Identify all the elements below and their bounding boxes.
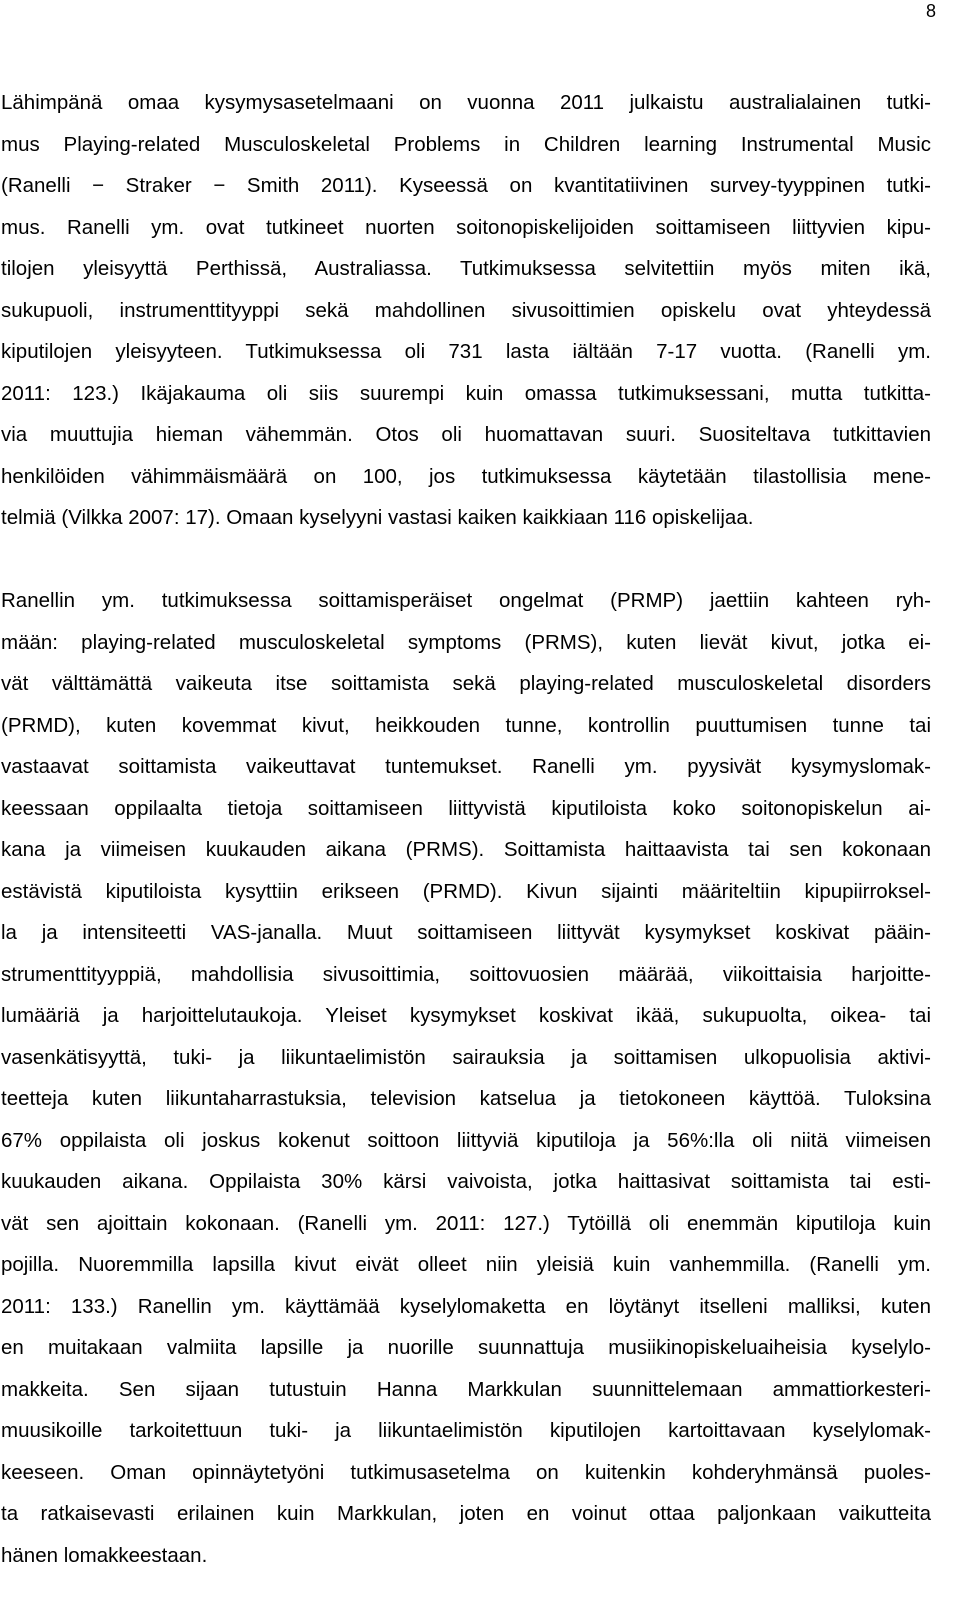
text-line: lumääriä ja harjoittelutaukoja. Yleiset kysymykset koskivat ikää, sukupuolta, oikea- tai [1, 1004, 931, 1027]
text-line: teetteja kuten liikuntaharrastuksia, television katselua ja tietokoneen käyttöä. Tuloksina [1, 1087, 931, 1110]
text-line: 2011: 133.) Ranellin ym. käyttämää kyselylomaketta en löytänyt itselleni malliksi, kuten [1, 1294, 931, 1318]
text-line: (Ranelli − Straker − Smith 2011). Kyseessä on kvantitatiivinen survey-tyyppinen tutki- [1, 174, 931, 197]
text-line: kuukauden aikana. Oppilaista 30% kärsi vaivoista, jotka haittasivat soittamista tai esti- [1, 1170, 931, 1193]
text-line: ta ratkaisevasti erilainen kuin Markkulan, joten en voinut ottaa paljonkaan vaikutteita [1, 1502, 931, 1525]
text-line: vät sen ajoittain kokonaan. (Ranelli ym. 2011: 127.) Tytöillä oli enemmän kiputiloja kuin [1, 1211, 931, 1235]
text-line: strumenttityyppiä, mahdollisia sivusoittimia, soittovuosien määrää, viikoittaisia harjoitte- [1, 962, 931, 986]
text-line: sukupuoli, instrumenttityyppi sekä mahdollinen sivusoittimien opiskelu ovat yhteydessä [1, 298, 931, 322]
text-line: Ranellin ym. tutkimuksessa soittamisperäiset ongelmat (PRMP) jaettiin kahteen ryh- [1, 589, 931, 612]
text-line: kiputilojen yleisyyteen. Tutkimuksessa oli 731 lasta iältään 7-17 vuotta. (Ranelli ym. [1, 340, 931, 363]
document-body [1, 82, 931, 1576]
text-line: mus. Ranelli ym. ovat tutkineet nuorten soitonopiskelijoiden soittamiseen liittyvien kipu- [1, 215, 931, 239]
text-line: henkilöiden vähimmäismäärä on 100, jos tutkimuksessa käytetään tilastollisia mene- [1, 464, 931, 488]
text-line: (PRMD), kuten kovemmat kivut, heikkouden tunne, kontrollin puuttumisen tunne tai [1, 713, 931, 737]
text-line: mus Playing-related Musculoskeletal Problems in Children learning Instrumental Music [1, 132, 931, 156]
text-line: keessaan oppilaalta tietoja soittamiseen liittyvistä kiputiloista koko soitonopiskelun ai- [1, 796, 931, 820]
paragraph-2 [1, 580, 931, 1576]
text-line: 67% oppilaista oli joskus kokenut soittoon liittyviä kiputiloja ja 56%:lla oli niitä viimeisen [1, 1128, 931, 1152]
text-line: tilojen yleisyyttä Perthissä, Australiassa. Tutkimuksessa selvitettiin myös miten ikä, [1, 257, 931, 280]
text-line: vät välttämättä vaikeuta itse soittamista sekä playing-related musculoskeletal disorders [1, 672, 931, 695]
text-line: estävistä kiputiloista kysyttiin erikseen (PRMD). Kivun sijainti määriteltiin kipupiirroksel- [1, 879, 931, 903]
paragraph-spacer [1, 539, 931, 581]
text-line: kana ja viimeisen kuukauden aikana (PRMS). Soittamista haittaavista tai sen kokonaan [1, 838, 931, 861]
text-line: la ja intensiteetti VAS-janalla. Muut soittamiseen liittyvät kysymykset koskivat pääin- [1, 921, 931, 944]
text-line: en muitakaan valmiita lapsille ja nuorille suunnattuja musiikinopiskeluaiheisia kyselylo- [1, 1336, 931, 1359]
text-line: makkeita. Sen sijaan tutustuin Hanna Markkulan suunnittelemaan ammattiorkesteri- [1, 1377, 931, 1401]
text-line: vastaavat soittamista vaikeuttavat tuntemukset. Ranelli ym. pyysivät kysymyslomak- [1, 755, 931, 778]
text-line: mään: playing-related musculoskeletal symptoms (PRMS), kuten lievät kivut, jotka ei- [1, 630, 931, 654]
text-line: muusikoille tarkoitettuun tuki- ja liikuntaelimistön kiputilojen kartoittavaan kyselylomak- [1, 1419, 931, 1442]
page-number: 8 [925, 1, 936, 21]
paragraph-1 [1, 82, 931, 539]
text-line: vasenkätisyyttä, tuki- ja liikuntaelimistön sairauksia ja soittamisen ulkopuolisia aktivi- [1, 1045, 931, 1069]
text-line: telmiä (Vilkka 2007: 17). Omaan kyselyyni vastasi kaiken kaikkiaan 116 opiskelijaa. [1, 506, 754, 529]
text-line: via muuttujia hieman vähemmän. Otos oli huomattavan suuri. Suositeltava tutkittavien [1, 423, 931, 446]
text-line: 2011: 123.) Ikäjakauma oli siis suurempi kuin omassa tutkimuksessani, mutta tutkitta- [1, 381, 931, 405]
text-line: keeseen. Oman opinnäytetyöni tutkimusasetelma on kuitenkin kohderyhmänsä puoles- [1, 1460, 931, 1484]
text-line: Lähimpänä omaa kysymysasetelmaani on vuonna 2011 julkaistu australialainen tutki- [1, 91, 931, 114]
text-line: hänen lomakkeestaan. [1, 1543, 208, 1567]
text-line: pojilla. Nuoremmilla lapsilla kivut eivät olleet niin yleisiä kuin vanhemmilla. (Ranelli ym. [1, 1253, 931, 1276]
